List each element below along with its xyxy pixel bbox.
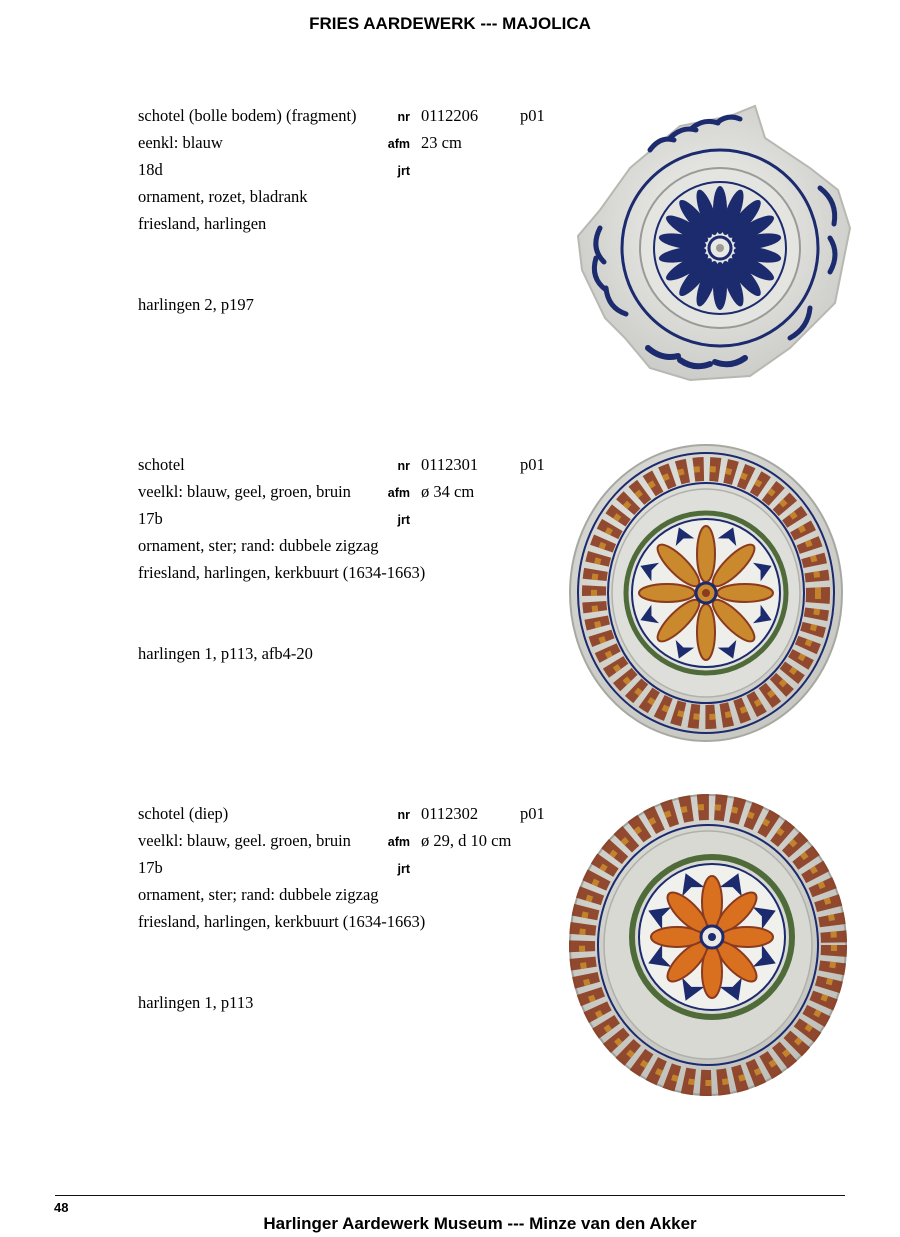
value-nr: 0112206 — [421, 106, 479, 125]
value-literatuur: harlingen 1, p113, afb4-20 — [138, 644, 313, 663]
row-voorbeeld — [0, 966, 560, 988]
label-nr: nr — [397, 808, 410, 822]
value-voorwerp: schotel (diep) — [138, 804, 229, 823]
row-fabrikaat — [0, 912, 560, 934]
row-voorbeeld — [0, 617, 560, 639]
row-literatuur — [0, 644, 560, 666]
row-opschrift — [0, 698, 560, 720]
label-nr: nr — [397, 459, 410, 473]
value-voorwerp: schotel (bolle bodem) (fragment) — [138, 106, 357, 125]
label-afm: afm — [387, 137, 410, 151]
label-jrt: jrt — [397, 513, 410, 527]
row-kleur — [0, 482, 560, 504]
label-afm: afm — [387, 486, 410, 500]
value-fabrikaat: friesland, harlingen, kerkbuurt (1634-1663) — [138, 912, 426, 931]
row-datering — [0, 160, 560, 182]
row-opschrift — [0, 1047, 560, 1069]
label-jrt: jrt — [397, 862, 410, 876]
row-opmerking — [0, 322, 560, 344]
value-kleur: veelkl: blauw, geel. groen, bruin — [138, 831, 351, 850]
value-page: p01 — [520, 455, 545, 474]
row-voorwerp — [0, 455, 560, 477]
row-fabrikaat — [0, 214, 560, 236]
value-kleur: veelkl: blauw, geel, groen, bruin — [138, 482, 351, 501]
value-page: p01 — [520, 106, 545, 125]
footer-rule — [55, 1195, 845, 1196]
row-voorstelling — [0, 187, 560, 209]
footer-title: Harlinger Aardewerk Museum --- Minze van den Akker — [263, 1214, 697, 1233]
row-voorstelling — [0, 885, 560, 907]
row-literatuur — [0, 295, 560, 317]
row-datering — [0, 509, 560, 531]
value-voorwerp: schotel — [138, 455, 185, 474]
row-schilder — [0, 241, 560, 263]
row-kleur — [0, 133, 560, 155]
value-afm: ø 34 cm — [421, 482, 475, 501]
value-datering: 18d — [138, 160, 163, 179]
value-kleur: eenkl: blauw — [138, 133, 223, 152]
row-opschrift — [0, 349, 560, 371]
value-voorstelling: ornament, ster; rand: dubbele zigzag — [138, 536, 379, 555]
value-datering: 17b — [138, 509, 163, 528]
row-voorbeeld — [0, 268, 560, 290]
value-afm: 23 cm — [421, 133, 462, 152]
row-fabrikaat — [0, 563, 560, 585]
label-nr: nr — [397, 110, 410, 124]
row-opmerking — [0, 671, 560, 693]
value-nr: 0112302 — [421, 804, 479, 823]
row-literatuur — [0, 993, 560, 1015]
dish-photo-fragment — [570, 98, 855, 388]
value-fabrikaat: friesland, harlingen — [138, 214, 267, 233]
value-page: p01 — [520, 804, 545, 823]
row-voorwerp — [0, 804, 560, 826]
page-number: 48 — [54, 1200, 69, 1215]
value-literatuur: harlingen 2, p197 — [138, 295, 254, 314]
value-fabrikaat: friesland, harlingen, kerkbuurt (1634-1663) — [138, 563, 426, 582]
value-literatuur: harlingen 1, p113 — [138, 993, 254, 1012]
row-kleur — [0, 831, 560, 853]
row-schilder — [0, 939, 560, 961]
value-nr: 0112301 — [421, 455, 479, 474]
page-title: FRIES AARDEWERK --- MAJOLICA — [309, 14, 591, 33]
row-opmerking — [0, 1020, 560, 1042]
row-voorwerp — [0, 106, 560, 128]
label-jrt: jrt — [397, 164, 410, 178]
row-voorstelling — [0, 536, 560, 558]
row-schilder — [0, 590, 560, 612]
value-voorstelling: ornament, ster; rand: dubbele zigzag — [138, 885, 379, 904]
dish-photo-polychrome-2 — [566, 792, 850, 1098]
value-voorstelling: ornament, rozet, bladrank — [138, 187, 308, 206]
label-afm: afm — [387, 835, 410, 849]
value-afm: ø 29, d 10 cm — [421, 831, 512, 850]
row-datering — [0, 858, 560, 880]
dish-photo-polychrome-1 — [568, 442, 850, 744]
value-datering: 17b — [138, 858, 163, 877]
